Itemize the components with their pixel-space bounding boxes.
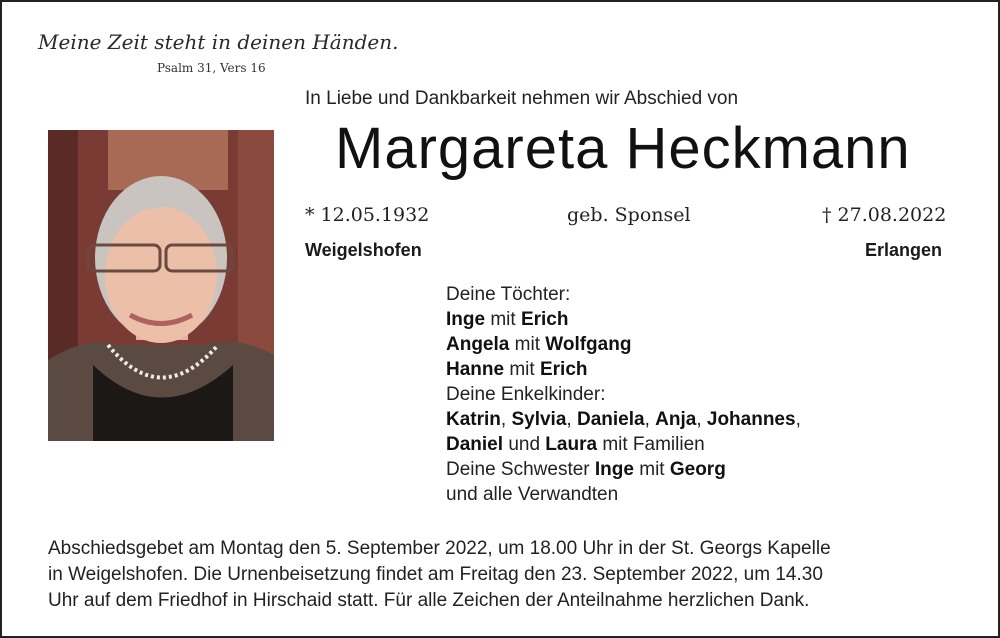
death-place: Erlangen [865, 240, 943, 260]
grandchild-name: Johannes [706, 409, 796, 430]
daughter-row [446, 357, 801, 382]
daughter-name: Hanne [446, 359, 505, 380]
verse-reference: Psalm 31, Vers 16 [157, 61, 266, 75]
grandchildren-heading: Deine Enkelkinder: [446, 384, 606, 405]
portrait-image [48, 130, 274, 441]
connector-text: und [508, 434, 541, 455]
daughter-name: Angela [446, 334, 510, 355]
daughter-row [446, 307, 801, 332]
grandchildren-row [446, 432, 801, 457]
connector-text: mit [509, 359, 535, 380]
grandchild-name: Daniela [576, 409, 645, 430]
service-info-line: Abschiedsgebet am Montag den 5. September 2022, um 18.00 Uhr in der St. Georgs Kapelle [48, 538, 831, 559]
partner-name: Wolfgang [545, 334, 632, 355]
grandchild-name: Laura [545, 434, 598, 455]
sister-name: Inge [594, 459, 634, 480]
grandchild-name: Daniel [446, 434, 504, 455]
families-text: mit Familien [602, 434, 705, 455]
connector-text: mit [639, 459, 665, 480]
grandchildren-row: Katrin, Sylvia, Daniela, Anja, Johannes, [446, 409, 801, 430]
connector-text: mit [514, 334, 540, 355]
birth-date: * 12.05.1932 [305, 204, 430, 226]
portrait-photo [48, 130, 274, 441]
grandchild-name: Katrin [446, 409, 501, 430]
relatives-line: und alle Verwandten [446, 484, 619, 505]
death-date: † 27.08.2022 [822, 204, 947, 226]
bible-verse: Meine Zeit steht in deinen Händen. [38, 30, 399, 54]
service-info [48, 536, 958, 614]
grandchild-name: Anja [655, 409, 697, 430]
daughter-name: Inge [446, 309, 486, 330]
partner-name: Erich [520, 309, 569, 330]
partner-name: Erich [539, 359, 588, 380]
grandchild-name: Sylvia [511, 409, 567, 430]
deceased-name: Margareta Heckmann [335, 116, 911, 181]
sister-prefix: Deine Schwester [446, 459, 590, 480]
intro-text: In Liebe und Dankbarkeit nehmen wir Abschied von [305, 88, 739, 109]
maiden-name: geb. Sponsel [567, 204, 691, 226]
mourners-list [446, 282, 801, 507]
daughter-row [446, 332, 801, 357]
daughters-heading: Deine Töchter: [446, 284, 571, 305]
connector-text: mit [490, 309, 516, 330]
birth-place: Weigelshofen [305, 240, 422, 260]
partner-name: Georg [669, 459, 726, 480]
service-info-line: in Weigelshofen. Die Urnenbeisetzung findet am Freitag den 23. September 2022, um 14.30 [48, 564, 823, 585]
sister-row [446, 457, 801, 482]
service-info-line: Uhr auf dem Friedhof in Hirschaid statt. Für alle Zeichen der Anteilnahme herzlichen Dank. [48, 590, 810, 611]
